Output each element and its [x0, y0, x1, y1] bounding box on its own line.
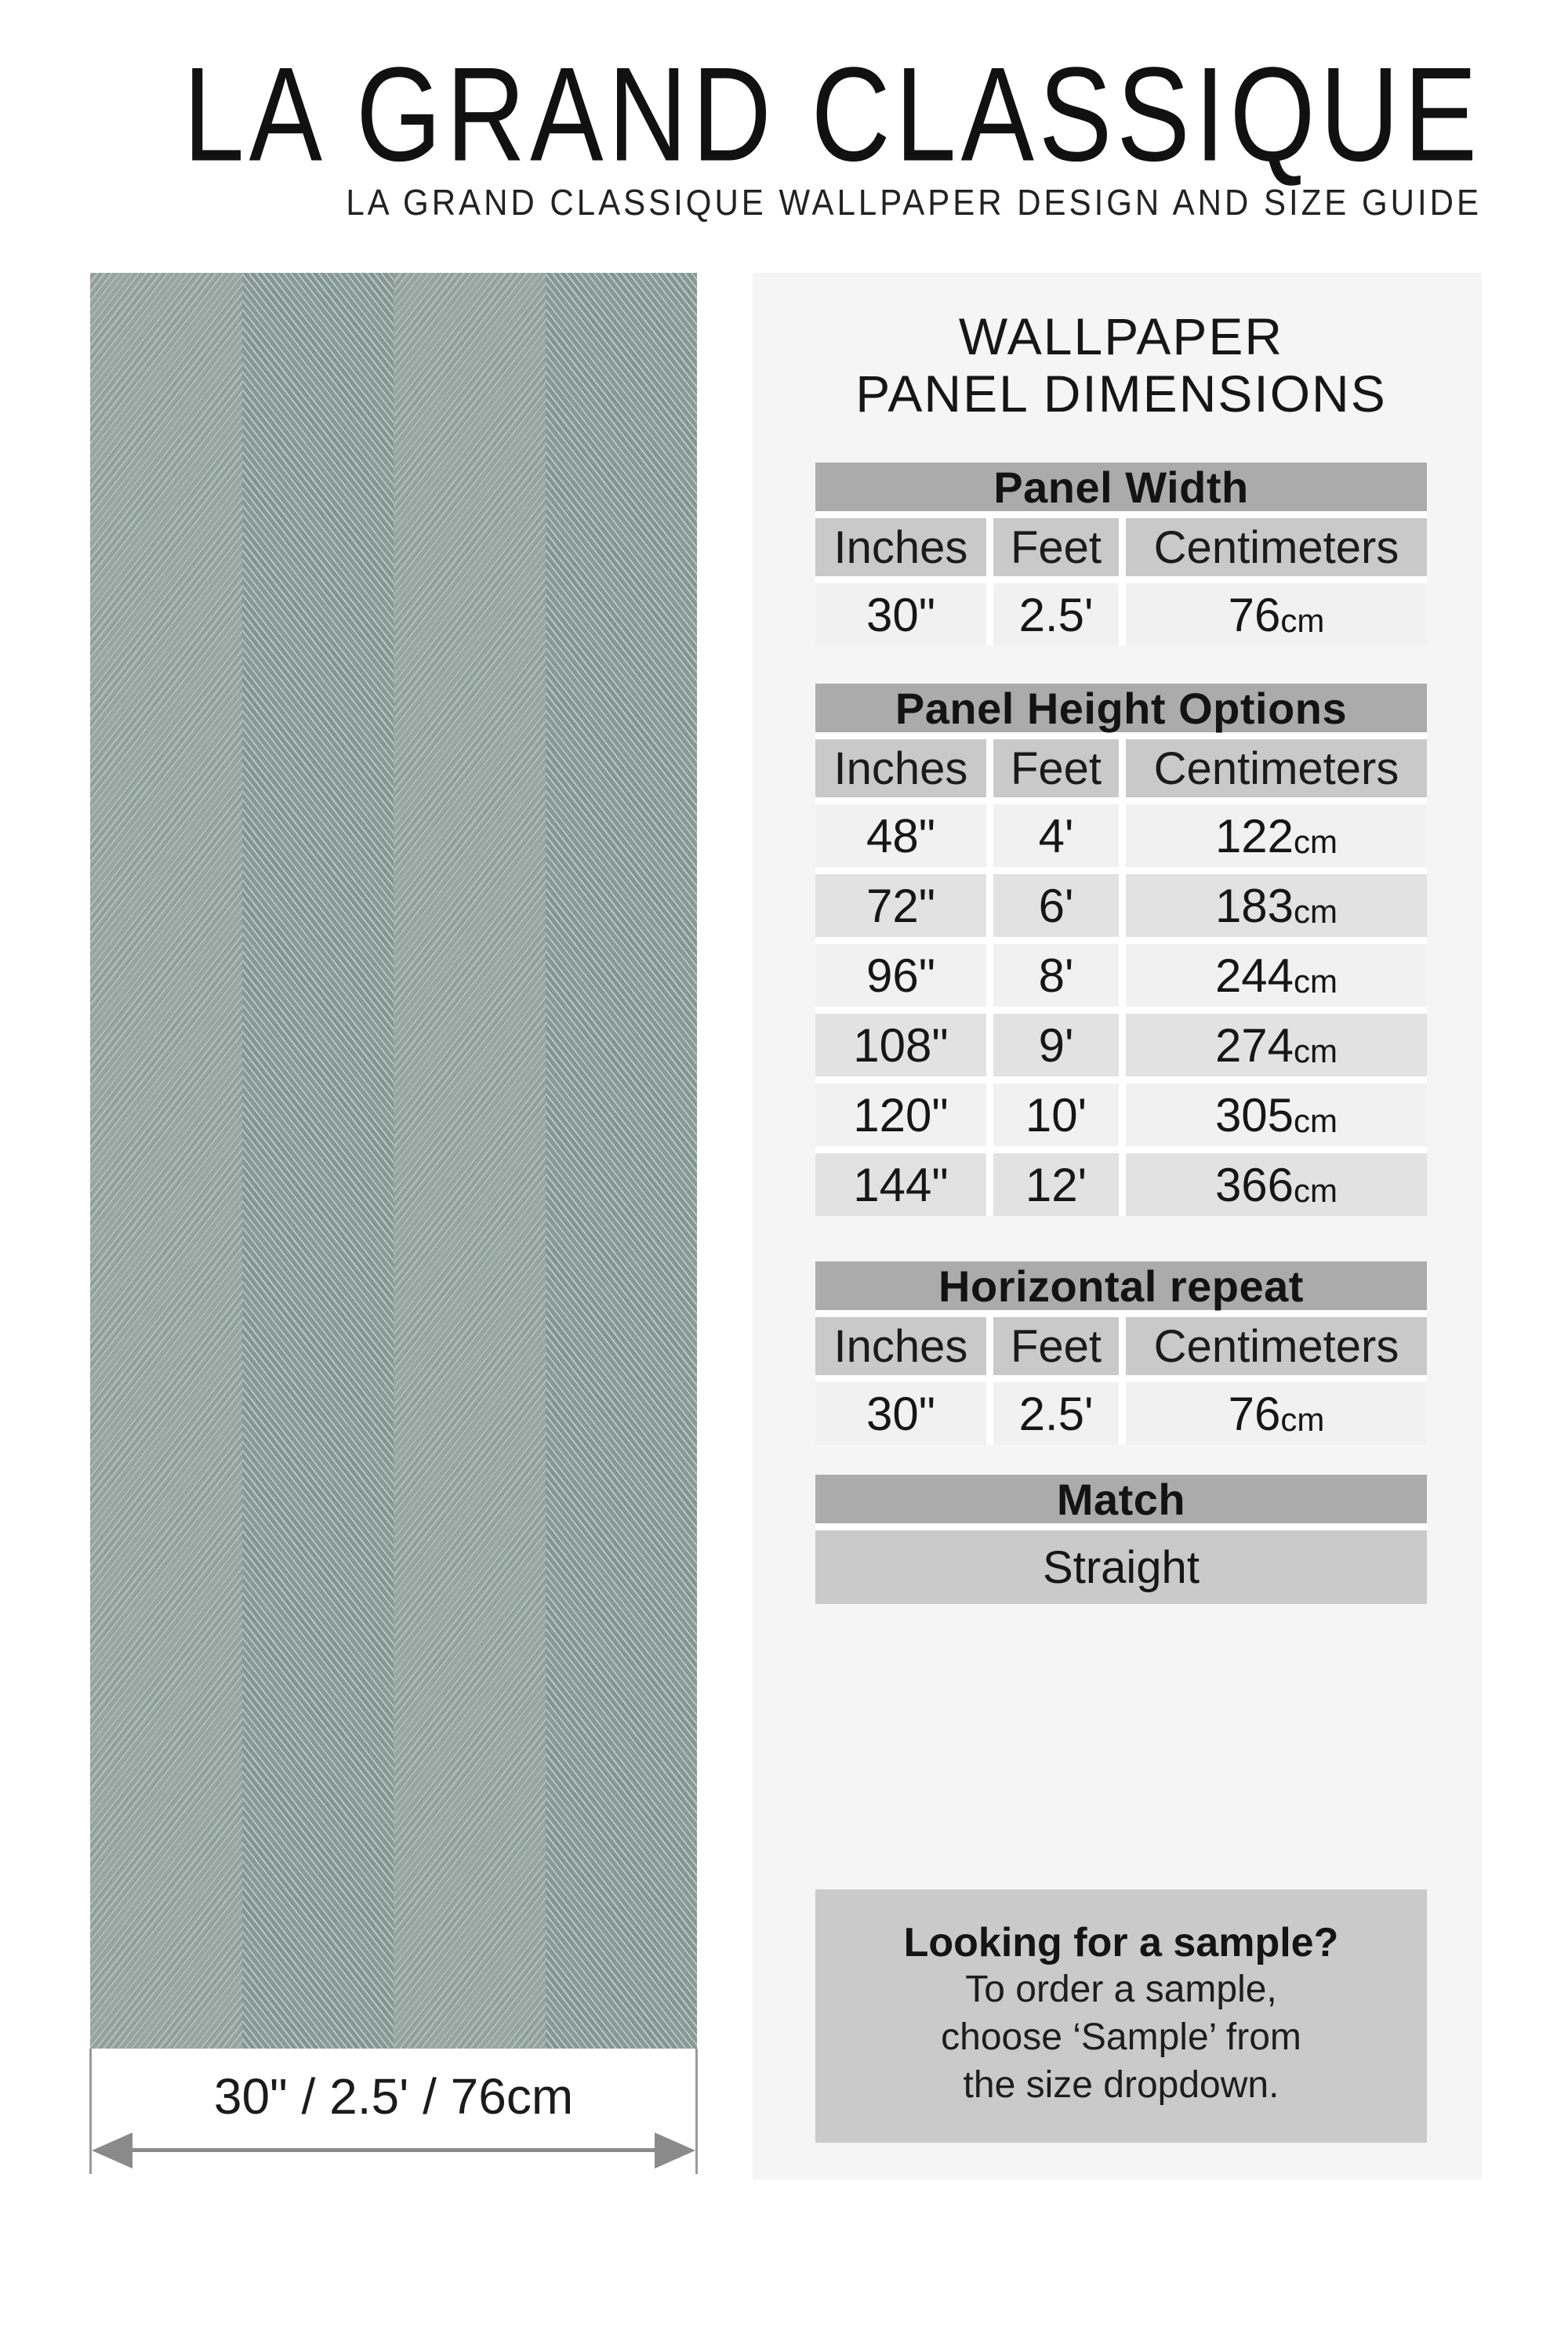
panel-heading-line2: PANEL DIMENSIONS	[855, 364, 1387, 423]
table-row	[815, 1083, 1427, 1146]
column-header-centimeters: Centimeters	[1126, 1317, 1427, 1375]
sample-text-line: To order a sample,	[965, 1969, 1277, 2011]
cm-unit: cm	[1294, 892, 1338, 930]
arrow-right-icon	[655, 2132, 695, 2169]
panel-height-table-title: Panel Height Options	[815, 684, 1427, 732]
header	[183, 38, 1482, 223]
cm-unit: cm	[1294, 822, 1338, 860]
cm-number: 183	[1214, 879, 1294, 932]
column-header-inches: Inches	[815, 1317, 986, 1375]
table-row	[815, 944, 1427, 1007]
value-inches: 144"	[815, 1153, 986, 1216]
panel-content	[815, 308, 1427, 2143]
cm-unit: cm	[1294, 1032, 1338, 1069]
value-centimeters	[1126, 944, 1427, 1007]
cm-number: 76	[1228, 1387, 1281, 1440]
value-centimeters	[1126, 874, 1427, 937]
value-inches: 96"	[815, 944, 986, 1007]
table-row	[815, 1014, 1427, 1076]
column-header-feet: Feet	[993, 1317, 1119, 1375]
table-row	[815, 583, 1427, 646]
value-feet: 2.5'	[993, 583, 1119, 646]
sample-text-line: choose ‘Sample’ from	[941, 2016, 1301, 2059]
value-inches: 30"	[815, 1382, 986, 1445]
chevron-stripe-dark-2	[546, 273, 698, 2049]
value-feet: 8'	[993, 944, 1119, 1007]
sample-text-line: the size dropdown.	[963, 2064, 1279, 2107]
column-header-inches: Inches	[815, 518, 986, 576]
cm-number: 366	[1214, 1158, 1294, 1211]
panel-width-table	[815, 463, 1427, 646]
panel-height-table	[815, 684, 1427, 1216]
dimension-arrow-line	[98, 2148, 689, 2152]
match-value: Straight	[815, 1530, 1427, 1604]
table-header-row	[815, 1317, 1427, 1375]
chevron-stripe-dark-1	[242, 273, 394, 2049]
page-subtitle: LA GRAND CLASSIQUE WALLPAPER DESIGN AND SIZE GUIDE	[346, 182, 1482, 223]
table-row	[815, 804, 1427, 867]
width-dimension-annotation	[90, 2049, 697, 2180]
dimension-edge-tick-left	[89, 2049, 92, 2174]
cm-unit: cm	[1294, 962, 1338, 1000]
value-feet: 9'	[993, 1014, 1119, 1076]
sample-heading: Looking for a sample?	[903, 1920, 1339, 1966]
value-inches: 72"	[815, 874, 986, 937]
cm-unit: cm	[1294, 1171, 1338, 1209]
wallpaper-swatch-preview	[90, 273, 697, 2049]
chevron-stripe-light-2	[394, 273, 546, 2049]
cm-unit: cm	[1280, 601, 1325, 639]
cm-number: 122	[1214, 809, 1294, 862]
value-centimeters	[1126, 583, 1427, 646]
value-centimeters	[1126, 1153, 1427, 1216]
cm-unit: cm	[1294, 1102, 1338, 1139]
cm-number: 274	[1214, 1018, 1294, 1072]
value-feet: 10'	[993, 1083, 1119, 1146]
horizontal-repeat-table	[815, 1261, 1427, 1445]
table-header-row	[815, 739, 1427, 797]
cm-unit: cm	[1280, 1400, 1325, 1438]
dimension-edge-tick-right	[695, 2049, 698, 2174]
value-centimeters	[1126, 1014, 1427, 1076]
width-dimension-label: 30" / 2.5' / 76cm	[213, 2068, 574, 2125]
horizontal-repeat-table-title: Horizontal repeat	[815, 1261, 1427, 1310]
table-row	[815, 874, 1427, 937]
page-title: LA GRAND CLASSIQUE	[183, 38, 1482, 190]
arrow-left-icon	[92, 2132, 132, 2169]
value-centimeters	[1126, 804, 1427, 867]
column-header-inches: Inches	[815, 739, 986, 797]
match-table-title: Match	[815, 1475, 1427, 1523]
value-feet: 6'	[993, 874, 1119, 937]
value-feet: 2.5'	[993, 1382, 1119, 1445]
value-feet: 4'	[993, 804, 1119, 867]
value-feet: 12'	[993, 1153, 1119, 1216]
value-inches: 30"	[815, 583, 986, 646]
table-row	[815, 1153, 1427, 1216]
sample-info-box	[815, 1889, 1427, 2143]
panel-heading	[815, 308, 1427, 422]
cm-number: 244	[1214, 949, 1294, 1002]
dimensions-panel	[753, 273, 1482, 2180]
panel-width-table-title: Panel Width	[815, 463, 1427, 511]
value-inches: 120"	[815, 1083, 986, 1146]
value-centimeters	[1126, 1382, 1427, 1445]
column-header-feet: Feet	[993, 739, 1119, 797]
column-header-centimeters: Centimeters	[1126, 518, 1427, 576]
value-inches: 48"	[815, 804, 986, 867]
cm-number: 305	[1214, 1088, 1294, 1142]
table-row	[815, 1382, 1427, 1445]
chevron-stripe-light-1	[90, 273, 242, 2049]
column-header-centimeters: Centimeters	[1126, 739, 1427, 797]
table-header-row	[815, 518, 1427, 576]
column-header-feet: Feet	[993, 518, 1119, 576]
panel-heading-line1: WALLPAPER	[958, 307, 1284, 365]
value-centimeters	[1126, 1083, 1427, 1146]
cm-number: 76	[1228, 588, 1281, 641]
value-inches: 108"	[815, 1014, 986, 1076]
match-table	[815, 1475, 1427, 1604]
